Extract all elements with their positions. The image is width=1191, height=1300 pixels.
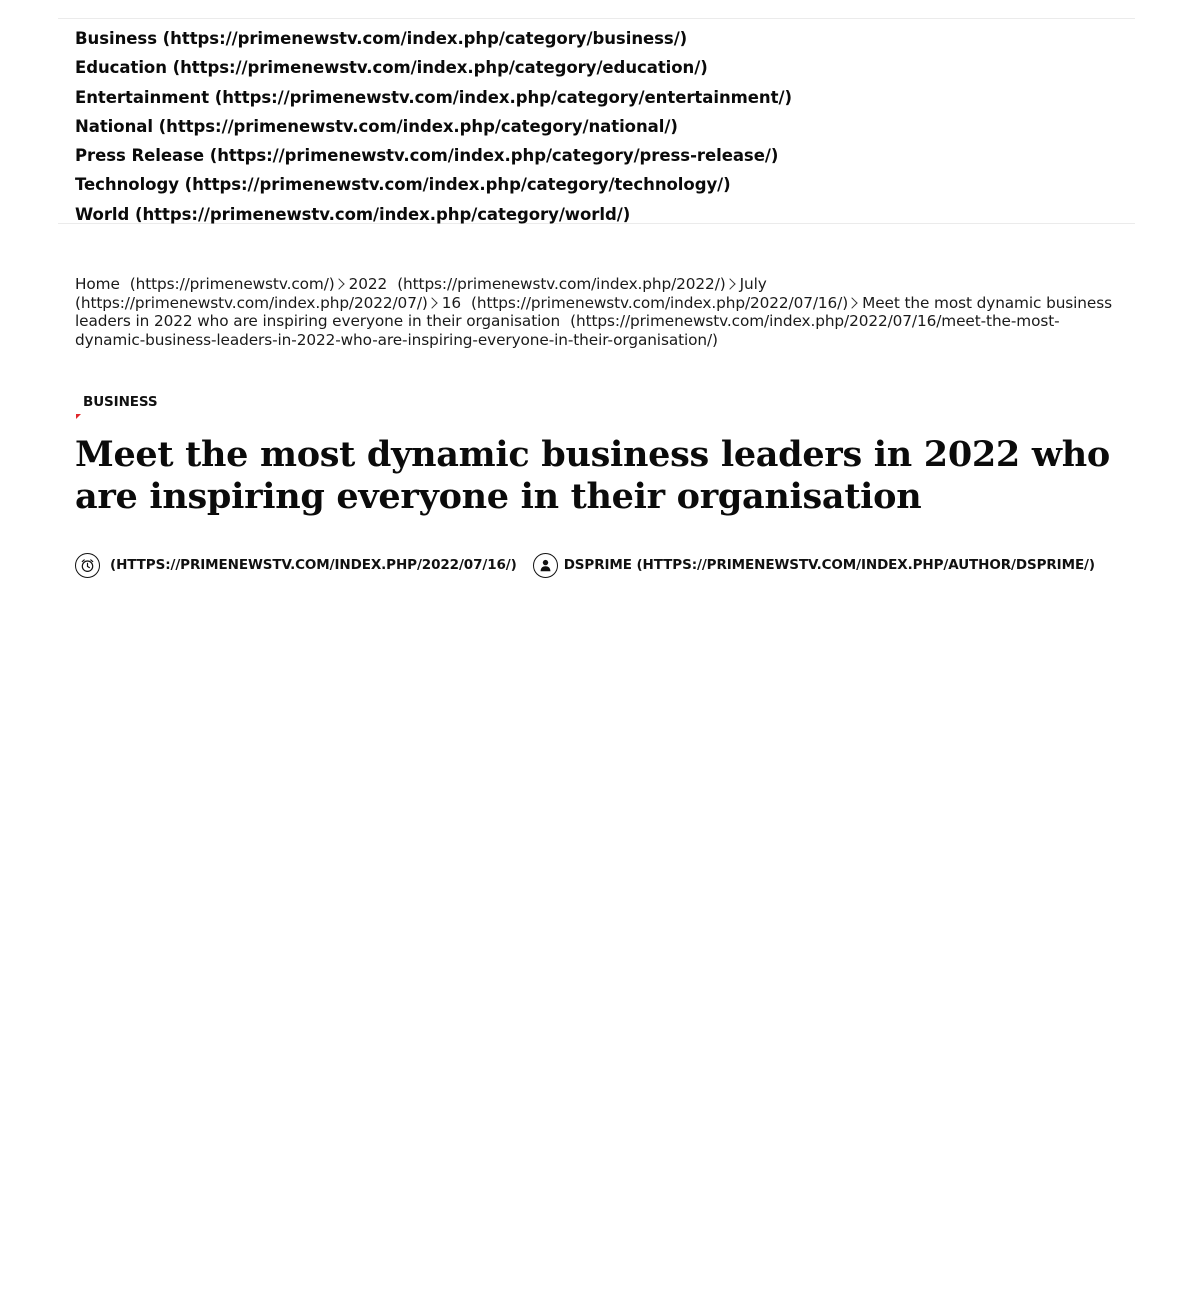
clock-icon [75,553,100,578]
article-meta [75,551,1095,579]
category-tag[interactable] [75,393,158,411]
breadcrumb-label[interactable]: Meet the most dynamic business leaders in 2022 who are inspiring everyone in their organisation [75,293,1112,331]
breadcrumb-label[interactable]: 2022 [348,275,388,293]
category-item-world[interactable] [75,200,1135,229]
category-tag-label[interactable]: BUSINESS [83,394,158,410]
breadcrumb-url[interactable]: (https://primenewstv.com/index.php/2022/07/) [75,293,428,312]
chevron-right-icon [846,297,857,308]
category-link-label[interactable]: Technology (https://primenewstv.com/index.php/category/technology/) [75,175,731,195]
breadcrumb-label[interactable]: 16 [441,293,462,312]
category-item-national[interactable] [75,112,1135,141]
category-item-business[interactable] [75,24,1135,53]
category-item-entertainment[interactable] [75,83,1135,112]
breadcrumb [75,275,1115,350]
breadcrumb-link-day[interactable] [442,294,848,312]
breadcrumb-url[interactable]: (https://primenewstv.com/index.php/2022/) [397,275,726,293]
user-icon [533,553,558,578]
breadcrumb-link-home[interactable] [75,275,335,293]
breadcrumb-label[interactable]: Home [75,275,120,293]
breadcrumb-url[interactable]: (https://primenewstv.com/) [129,275,335,293]
article-title: Meet the most dynamic business leaders in 2022 who are inspiring everyone in their organisation [75,434,1110,517]
category-menu [58,18,1135,224]
category-link-label[interactable]: Business (https://primenewstv.com/index.php/category/business/) [75,29,688,48]
breadcrumb-url[interactable]: (https://primenewstv.com/index.php/2022/07/16/meet-the-most-dynamic-business-leaders-in-2022-who-are-inspiring-everyone-in-their-organisation/) [75,312,1060,350]
category-link-label[interactable]: Entertainment (https://primenewstv.com/index.php/category/entertainment/) [75,87,792,107]
category-link-label[interactable]: National (https://primenewstv.com/index.php/category/national/) [75,116,678,136]
tag-corner-marker [76,414,81,419]
category-link-label[interactable]: Press Release (https://primenewstv.com/index.php/category/press-release/) [75,146,779,166]
post-date-link[interactable]: (HTTPS://PRIMENEWSTV.COM/INDEX.PHP/2022/07/16/) [110,557,517,573]
author-link[interactable]: DSPRIME (HTTPS://PRIMENEWSTV.COM/INDEX.PHP/AUTHOR/DSPRIME/) [563,557,1095,573]
category-item-technology[interactable] [75,170,1135,199]
category-item-press-release[interactable] [75,141,1135,170]
breadcrumb-link-year[interactable] [349,275,726,293]
category-item-education[interactable] [75,53,1135,82]
category-link-label[interactable]: Education (https://primenewstv.com/index.php/category/education/) [75,58,708,78]
breadcrumb-label[interactable]: July [739,275,767,293]
breadcrumb-url[interactable]: (https://primenewstv.com/index.php/2022/07/16/) [471,293,849,312]
category-list [58,19,1135,229]
category-link-label[interactable]: World (https://primenewstv.com/index.php/category/world/) [75,204,631,224]
